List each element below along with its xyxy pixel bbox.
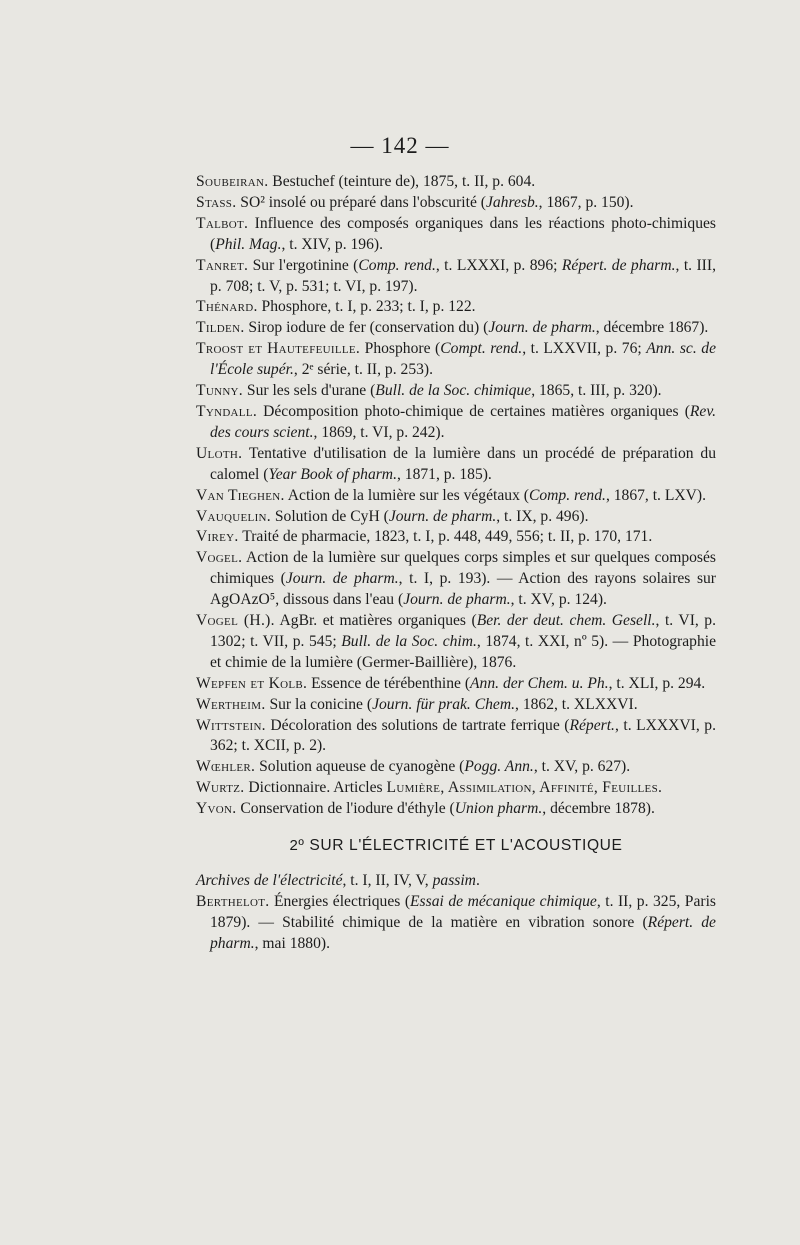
section-heading [196,836,716,857]
entry-author: Virey. [196,528,239,546]
entry-author: Berthelot. [196,892,270,910]
bibliography-entry [196,381,716,402]
entry-text: , 1865, t. III, p. 320). [531,382,662,400]
entry-author: Stass. [196,193,237,211]
section-title-text: SUR L'ÉLECTRICITÉ ET L'ACOUSTIQUE [304,837,623,855]
entry-source: Ann. sc. de l'École supér. [210,340,716,379]
entry-text: , 2ᵉ série, t. II, p. 253). [293,361,434,379]
entry-source: Bull. de la Soc. chim. [341,632,477,650]
entry-text: Influence des composés organiques dans les réactions photo-chimiques ( [210,214,716,253]
bibliography-entry [196,339,716,381]
entry-author: Wepfen et Kolb. [196,674,308,692]
entry-source: Répert. [569,716,615,734]
entry-text: . [475,872,480,889]
bibliography-entry [196,172,716,193]
entry-author: Wœhler. [196,758,256,776]
bibliography [196,172,716,955]
entry-text: , t. IX, p. 496). [496,507,589,525]
entry-text: Phosphore, t. I, p. 233; t. I, p. 122. [257,298,476,316]
entry-author: Yvon. [196,800,237,818]
entry-source: Journ. de pharm. [403,591,511,609]
entry-source: Compt. rend. [440,340,523,358]
entry-text: , 1862, t. XLXXVI. [515,695,638,713]
entry-text: , 1874, t. XXI, nº 5). — Photographie et chimie de la lumière (Germer-Baillière), 1876. [210,632,716,671]
entry-text: AgBr. et matières organiques ( [274,612,477,630]
entry-source: Comp. rend. [528,486,606,504]
bibliography-entry [196,527,716,548]
entry-source: Journ. für prak. Chem. [372,695,516,713]
entry-text: , t. XLI, p. 294. [608,674,706,692]
entry-text: , t. LXXVII, p. 76; [522,340,647,358]
entry-text: Traité de pharmacie, 1823, t. I, p. 448, 449, 556; t. II, p. 170, 171. [238,528,653,546]
entry-text: Essence de térébenthine ( [307,674,471,692]
entry-text: , t. VI, p. 1302; t. VII, p. 545; [210,612,717,650]
entry-source: Journ. de pharm. [488,319,596,337]
entry-author: Thénard. [196,298,258,316]
entry-text: Sur la conicine ( [265,695,373,713]
entry-source: Ann. der Chem. u. Ph. [470,674,609,692]
entry-author: Vauquelin. [196,507,271,525]
bibliography-entry [196,214,716,256]
entry-author: Van Tieghen. [196,486,285,504]
entry-lead-title: Archives de l'électricité [196,872,343,889]
entry-author: Wertheim. [196,695,266,713]
entry-text: , t. XV, p. 124). [510,591,607,609]
bibliography-entry [196,444,716,486]
entry-text: , t. XIV, p. 196). [281,235,383,253]
entry-text: Conservation de l'iodure d'éthyle ( [236,800,455,818]
entry-source: Journ. de pharm. [285,570,399,588]
entry-source: Jahresb. [485,193,539,211]
entry-author: Talbot. [196,214,249,232]
entry-text: , 1867, p. 150). [538,193,634,211]
entry-author: Wurtz. [196,779,245,797]
bibliography-entry [196,318,716,339]
bibliography-entry [196,674,716,695]
entry-author: Uloth. [196,444,243,462]
bibliography-entry [196,716,716,758]
entry-source: Phil. Mag. [215,235,282,253]
entry-author: Vogel (H.). [196,612,275,630]
bibliography-entry [196,611,716,674]
entry-text: , t. LXXXVI, p. 362; t. XCII, p. 2). [210,716,716,755]
bibliography-entry [196,193,716,214]
entry-text: . [658,779,662,797]
entry-text: Sirop iodure de fer (conservation du) ( [244,319,489,337]
entry-text: Solution aqueuse de cyanogène ( [255,758,465,776]
entry-text: Phosphore ( [360,340,441,358]
entry-text: Action de la lumière sur quelques corps simples et sur quelques composés chimiques ( [210,549,716,588]
entry-text: SO² insolé ou préparé dans l'obscurité ( [236,193,486,211]
entry-text: Action de la lumière sur les végétaux ( [284,486,529,504]
entry-source: Pogg. Ann. [464,758,534,776]
page-number: — 142 — [350,133,450,158]
entry-text: Solution de CyH ( [270,507,389,525]
entry-text: Décomposition photo-chimique de certaines matières organiques ( [257,402,690,420]
entry-source: Year Book of pharm. [268,465,397,483]
entry-text: Dictionnaire. Articles [244,779,387,797]
bibliography-entry [196,871,716,892]
bibliography-list-light [196,172,716,820]
entry-source: Journ. de pharm. [388,507,497,525]
bibliography-entry [196,402,716,444]
entry-text: Bestuchef (teinture de), 1875, t. II, p. 604. [268,173,536,190]
entry-articles: Lumière, Assimilation, Affinité, Feuilles [386,779,658,797]
bibliography-entry [196,486,716,507]
bibliography-entry [196,778,716,799]
bibliography-entry [196,548,716,611]
entry-text: , t. II, p. 325, Paris 1879). — Stabilité chimique de la matière en vibration sonore ( [210,892,716,931]
bibliography-entry [196,256,716,298]
entry-text: , t. LXXXI, p. 896; [435,256,562,274]
entry-text: , t. III, p. 708; t. V, p. 531; t. VI, p. 197). [210,256,716,295]
entry-source: Comp. rend. [358,256,436,274]
entry-author: Troost et Hautefeuille. [196,340,361,358]
entry-text: , mai 1880). [254,934,330,952]
entry-author: Soubeiran. [196,173,269,190]
entry-author: Vogel. [196,549,243,567]
bibliography-entry [196,757,716,778]
entry-text: , décembre 1878). [542,800,655,818]
entry-text: , décembre 1867). [595,319,709,337]
entry-text: Tentative d'utilisation de la lumière dans un procédé de préparation du calomel ( [210,444,716,483]
entry-text: , t. I, II, IV, V, [342,872,433,889]
entry-text: Sur l'ergotinine ( [248,256,359,274]
bibliography-entry [196,695,716,716]
section-number: 2º [289,837,305,855]
entry-text: , t. I, p. 193). — Action des rayons solaires sur AgOAzO⁵, dissous dans l'eau ( [210,570,717,609]
bibliography-entry [196,507,716,528]
bibliography-entry [196,297,716,318]
bibliography-list-electricity [196,871,716,955]
entry-author: Wittstein. [196,716,266,734]
entry-author: Tanret. [196,256,249,274]
bibliography-entry [196,892,716,955]
entry-source: Rev. des cours scient. [210,402,716,441]
entry-author: Tyndall. [196,402,258,420]
entry-text: , 1871, p. 185). [396,465,492,483]
entry-text: , t. XV, p. 627). [533,758,631,776]
entry-source: passim [432,872,476,889]
entry-author: Tunny. [196,382,243,400]
entry-source: Ber. der deut. chem. Gesell. [476,612,656,630]
bibliography-entry [196,799,716,820]
entry-source: Répert. de pharm. [561,256,676,274]
entry-text: Sur les sels d'urane ( [243,382,376,400]
entry-source: Répert. de pharm. [210,913,716,952]
entry-text: Décoloration des solutions de tartrate ferrique ( [265,716,570,734]
entry-source: Union pharm. [454,800,543,818]
entry-author: Tilden. [196,319,245,337]
entry-source: Essai de mécanique chimique [410,892,597,910]
entry-text: , 1869, t. VI, p. 242). [313,423,445,441]
entry-text: Énergies électriques ( [269,892,411,910]
entry-source: Bull. de la Soc. chimique [375,382,532,400]
entry-text: , 1867, t. LXV). [605,486,706,504]
